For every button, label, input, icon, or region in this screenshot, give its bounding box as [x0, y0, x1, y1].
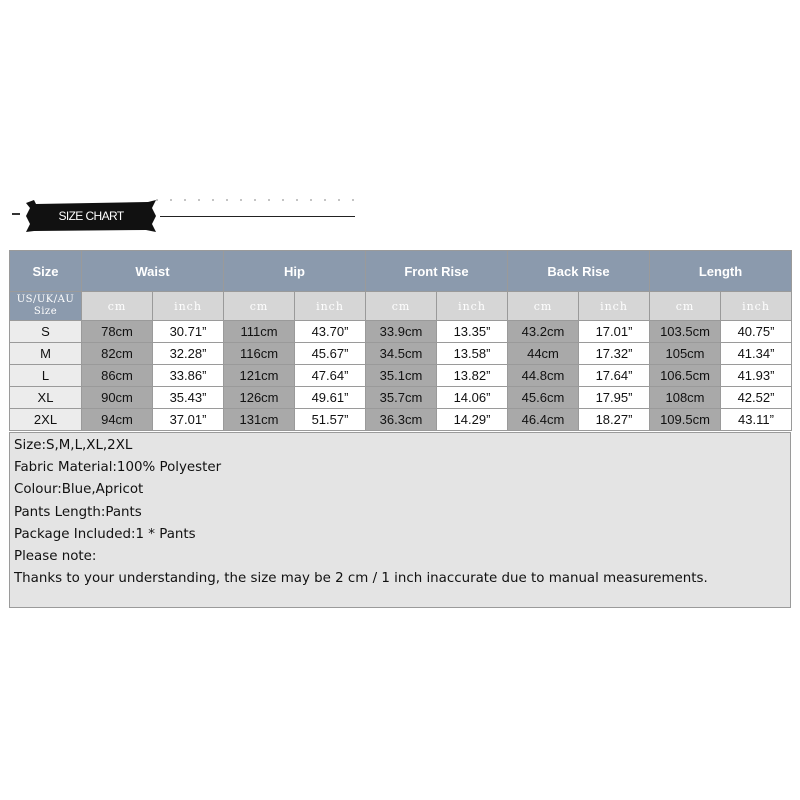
banner-tag	[26, 200, 156, 232]
hip-inch-cell: 47.64”	[295, 365, 366, 387]
table-row	[10, 321, 792, 343]
unit-inch: inch	[295, 292, 366, 321]
length-cm-cell: 106.5cm	[650, 365, 721, 387]
size-cell: XL	[10, 387, 82, 409]
size-cell: M	[10, 343, 82, 365]
unit-inch: inch	[721, 292, 792, 321]
front-rise-inch-cell: 13.82”	[437, 365, 508, 387]
note-colour: Colour:Blue,Apricot	[14, 482, 144, 498]
back-rise-cm-cell: 46.4cm	[508, 409, 579, 431]
size-cell: L	[10, 365, 82, 387]
note-accuracy: Thanks to your understanding, the size may be 2 cm / 1 inch inaccurate due to manual measurements.	[14, 571, 708, 587]
back-rise-inch-cell: 17.01”	[579, 321, 650, 343]
table-header-row	[10, 251, 792, 292]
back-rise-cm-cell: 45.6cm	[508, 387, 579, 409]
hip-cm-cell: 111cm	[224, 321, 295, 343]
size-table	[9, 250, 792, 431]
waist-cm-cell: 90cm	[82, 387, 153, 409]
note-please-note: Please note:	[14, 549, 97, 565]
waist-cm-cell: 94cm	[82, 409, 153, 431]
size-cell: S	[10, 321, 82, 343]
table-row	[10, 343, 792, 365]
hip-inch-cell: 45.67”	[295, 343, 366, 365]
front-rise-cm-cell: 33.9cm	[366, 321, 437, 343]
hip-cm-cell: 116cm	[224, 343, 295, 365]
hip-cm-cell: 121cm	[224, 365, 295, 387]
front-rise-inch-cell: 14.06”	[437, 387, 508, 409]
back-rise-inch-cell: 17.95”	[579, 387, 650, 409]
hip-inch-cell: 43.70”	[295, 321, 366, 343]
table-unit-row	[10, 292, 792, 321]
unit-cm: cm	[366, 292, 437, 321]
header-hip: Hip	[224, 251, 366, 292]
front-rise-cm-cell: 35.7cm	[366, 387, 437, 409]
unit-inch: inch	[437, 292, 508, 321]
waist-inch-cell: 33.86”	[153, 365, 224, 387]
unit-cm: cm	[508, 292, 579, 321]
front-rise-inch-cell: 13.58”	[437, 343, 508, 365]
banner-dotted-line	[150, 198, 360, 202]
waist-inch-cell: 32.28”	[153, 343, 224, 365]
table-row	[10, 409, 792, 431]
front-rise-inch-cell: 13.35”	[437, 321, 508, 343]
note-package: Package Included:1 * Pants	[14, 526, 196, 542]
hip-inch-cell: 49.61”	[295, 387, 366, 409]
hip-inch-cell: 51.57”	[295, 409, 366, 431]
note-pants-length: Pants Length:Pants	[14, 504, 142, 520]
unit-cm: cm	[224, 292, 295, 321]
table-row	[10, 365, 792, 387]
banner-title: SIZE CHART	[58, 209, 124, 223]
waist-inch-cell: 35.43”	[153, 387, 224, 409]
note-fabric: Fabric Material:100% Polyester	[14, 460, 222, 476]
hip-cm-cell: 126cm	[224, 387, 295, 409]
size-chart-banner	[10, 196, 370, 236]
note-sizes: Size:S,M,L,XL,2XL	[14, 438, 133, 453]
back-rise-cm-cell: 44.8cm	[508, 365, 579, 387]
length-cm-cell: 103.5cm	[650, 321, 721, 343]
unit-cm: cm	[82, 292, 153, 321]
back-rise-inch-cell: 18.27”	[579, 409, 650, 431]
length-inch-cell: 40.75”	[721, 321, 792, 343]
table-row	[10, 387, 792, 409]
front-rise-cm-cell: 35.1cm	[366, 365, 437, 387]
back-rise-cm-cell: 43.2cm	[508, 321, 579, 343]
waist-inch-cell: 37.01”	[153, 409, 224, 431]
banner-rule	[160, 216, 355, 217]
unit-cm: cm	[650, 292, 721, 321]
length-cm-cell: 105cm	[650, 343, 721, 365]
header-length: Length	[650, 251, 792, 292]
front-rise-inch-cell: 14.29”	[437, 409, 508, 431]
back-rise-cm-cell: 44cm	[508, 343, 579, 365]
unit-inch: inch	[579, 292, 650, 321]
banner-dash	[12, 213, 20, 215]
front-rise-cm-cell: 34.5cm	[366, 343, 437, 365]
waist-cm-cell: 78cm	[82, 321, 153, 343]
length-cm-cell: 108cm	[650, 387, 721, 409]
unit-size-label: US/UK/AU Size	[10, 292, 82, 321]
header-waist: Waist	[82, 251, 224, 292]
product-notes	[9, 432, 791, 608]
length-inch-cell: 41.93”	[721, 365, 792, 387]
hip-cm-cell: 131cm	[224, 409, 295, 431]
waist-inch-cell: 30.71”	[153, 321, 224, 343]
header-front-rise: Front Rise	[366, 251, 508, 292]
back-rise-inch-cell: 17.64”	[579, 365, 650, 387]
length-cm-cell: 109.5cm	[650, 409, 721, 431]
waist-cm-cell: 86cm	[82, 365, 153, 387]
back-rise-inch-cell: 17.32”	[579, 343, 650, 365]
header-back-rise: Back Rise	[508, 251, 650, 292]
size-cell: 2XL	[10, 409, 82, 431]
length-inch-cell: 43.11”	[721, 409, 792, 431]
unit-inch: inch	[153, 292, 224, 321]
length-inch-cell: 41.34”	[721, 343, 792, 365]
front-rise-cm-cell: 36.3cm	[366, 409, 437, 431]
length-inch-cell: 42.52”	[721, 387, 792, 409]
header-size: Size	[10, 251, 82, 292]
waist-cm-cell: 82cm	[82, 343, 153, 365]
